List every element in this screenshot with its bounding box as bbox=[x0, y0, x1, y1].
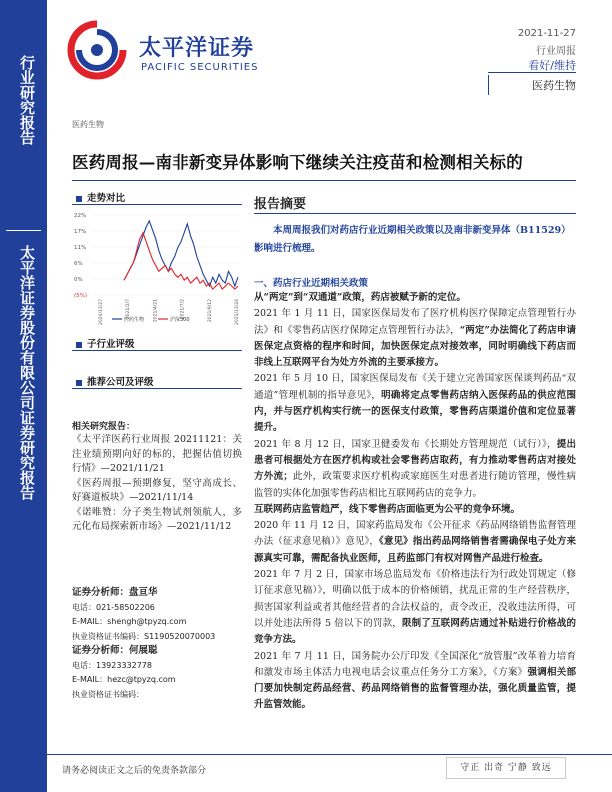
header-vertical-divider bbox=[488, 75, 489, 95]
x-tick-label: 2021/2/7 bbox=[126, 299, 132, 320]
company-divider bbox=[72, 388, 242, 389]
body-paragraph bbox=[254, 290, 576, 306]
analyst-label: 证券分析师： bbox=[72, 645, 130, 656]
industry-rating-header bbox=[76, 336, 135, 350]
square-bullet-icon bbox=[76, 380, 82, 386]
analyst-phone: 电话：13923332778 bbox=[72, 660, 152, 670]
paragraph-emphasis: 从“两定”到“双通道”政策，药店被赋予新的定位。 bbox=[254, 292, 466, 303]
x-tick-label: 2021/9/12 bbox=[207, 299, 213, 323]
chart-grid bbox=[94, 215, 240, 295]
body-paragraph bbox=[254, 306, 576, 371]
analyst-name: 何展聪 bbox=[129, 645, 158, 656]
logo-chinese-name: 太平洋证券 bbox=[139, 36, 255, 61]
x-axis-ticks bbox=[98, 299, 240, 325]
breadcrumb: 医药生物 bbox=[72, 120, 104, 129]
paragraph-emphasis: “两定”办法简化了药店申请医保定点资格的程序和时间，加快医保定点对接效率，同时明确线下药店而非线上互联网平台为处方外流的主要承接方。 bbox=[254, 324, 576, 369]
sidebar-top-text: 行业研究报告 bbox=[18, 55, 36, 145]
report-date: 2021-11-27 bbox=[517, 28, 576, 39]
trend-section-header bbox=[76, 190, 125, 204]
section-1-heading: 一、药店行业近期相关政策 bbox=[254, 278, 369, 289]
y-tick-label: 22% bbox=[74, 213, 87, 219]
analyst-1-heading bbox=[72, 586, 242, 601]
body-paragraph bbox=[254, 371, 576, 436]
paragraph-text: 2021 年 7 月 11 日，国务院办公厅印发《全国深化“放管服”改革着力培育和激发市场主体活力电视电话会议重点任务分工方案》，《方案》 bbox=[254, 650, 576, 678]
analyst-email[interactable]: E-MAIL：hezc@tpyzq.com bbox=[72, 675, 176, 684]
x-tick-label: 2021/11/24 bbox=[235, 299, 240, 325]
chart-legend bbox=[112, 316, 190, 323]
paragraph-text: 2020 年 11 月 12 日，国家药监局发布《公开征求《药品网络销售监督管理办法（征求意见稿）》意见》， bbox=[254, 520, 576, 548]
body-paragraph bbox=[254, 502, 576, 518]
industry-divider bbox=[72, 350, 242, 351]
x-tick-label: 2020/11/27 bbox=[99, 299, 104, 325]
y-tick-label: 17% bbox=[74, 229, 87, 235]
trend-title: 走势对比 bbox=[87, 193, 126, 204]
square-bullet-icon bbox=[76, 342, 82, 348]
analyst-license: 执业资格证书编码： bbox=[72, 689, 144, 699]
company-rating-title: 推荐公司及评级 bbox=[87, 377, 154, 388]
related-reports-list bbox=[72, 433, 242, 535]
y-tick-label: 0% bbox=[74, 277, 83, 283]
sector-label: 医药生物 bbox=[532, 79, 576, 92]
related-report-item[interactable]: 《诺唯赞：分子类生物试剂领航人，多元化布局探索新市场》—2021/11/12 bbox=[72, 506, 242, 532]
footer-divider bbox=[47, 754, 612, 755]
related-report-item[interactable]: 《太平洋医药行业周报 20211121：关注业绩预期向好的标的，把握估值切换行情》—2021/11/21 bbox=[72, 434, 242, 474]
sidebar-bottom-text: 太平洋证券股份有限公司证券研究报告 bbox=[18, 245, 36, 500]
analyst-2-heading bbox=[72, 644, 242, 659]
related-reports-header: 相关研究报告： bbox=[72, 422, 136, 432]
analyst-label: 证券分析师： bbox=[72, 587, 130, 598]
body-paragraph bbox=[254, 437, 576, 502]
paragraph-text: 2021 年 8 月 12 日，国家卫健委发布《长期处方管理规范（试行）》， bbox=[254, 438, 557, 450]
paragraph-emphasis: 限制了互联网药店通过补贴进行价格战的竞争方法。 bbox=[254, 617, 576, 646]
industry-rating: 看好/维持 bbox=[528, 59, 576, 72]
footer-slogan: 守正 出奇 宁静 致远 bbox=[446, 757, 566, 779]
footer-disclaimer: 请务必阅读正文之后的免责条款部分 bbox=[62, 766, 207, 776]
logo-english-name: PACIFIC SECURITIES bbox=[141, 62, 259, 73]
paragraph-text: 2021 年 7 月 2 日，国家市场总监局发布《价格违法行为行政处罚规定（修订征求意见稿）》，明确以低于成本的价格倾销，扰乱正常的生产经营秩序，损害国家利益或者其他经营者的合法权益的，责令改正，没收违法所得，可以并处违法所得 5 倍以下的罚款， bbox=[254, 569, 576, 629]
series-line bbox=[124, 221, 238, 286]
legend-label: 沪深300 bbox=[170, 317, 190, 323]
abstract-divider bbox=[254, 213, 576, 214]
company-logo bbox=[65, 20, 265, 80]
paragraph-emphasis: 《意见》指出药品网络销售者需确保电子处方来源真实可靠，需配备执业医师，且药监部门有权对网售产品进行检查。 bbox=[254, 536, 576, 564]
y-tick-label: (5%) bbox=[74, 293, 88, 299]
trend-divider bbox=[72, 204, 242, 205]
x-tick-label: 2021/4/21 bbox=[153, 299, 159, 323]
y-tick-label: 6% bbox=[74, 261, 83, 267]
sidebar-divider bbox=[6, 230, 41, 231]
paragraph-text: 2021 年 5 月 10 日，国家医保局发布《关于建立完善国家医保谈判药品“双通道”管理机制的指导意见》， bbox=[254, 373, 576, 401]
legend-label: 医药生物 bbox=[124, 317, 145, 323]
paragraph-emphasis: 明确将定点零售药店纳入医保药品的供应范围内，并与医疗机构实行统一的医保支付政策，零售药店渠道价值和定位显著提升。 bbox=[254, 389, 576, 434]
header-divider bbox=[488, 72, 576, 73]
x-tick-label: 2021/7/2 bbox=[180, 299, 186, 320]
paragraph-text: 此外，政策要求医疗机构或家庭医生对患者进行随访管理，慢性病监管的实体化加强零售药店相比互联网药店的竞争力。 bbox=[254, 471, 576, 499]
abstract-title: 报告摘要 bbox=[254, 197, 307, 212]
analyst-email[interactable]: E-MAIL：shengh@tpyzq.com bbox=[72, 617, 187, 626]
body-paragraph bbox=[254, 567, 576, 648]
analyst-phone: 电话：021-58502206 bbox=[72, 602, 155, 612]
industry-rating-title: 子行业评级 bbox=[87, 339, 135, 350]
company-rating-header bbox=[76, 374, 154, 388]
square-bullet-icon bbox=[76, 196, 82, 202]
page-title: 医药周报—南非新变异体影响下继续关注疫苗和检测相关标的 bbox=[72, 153, 523, 172]
sidebar-band bbox=[0, 0, 47, 792]
paragraph-emphasis: 强调相关部门要加快制定药品经营、药品网络销售的监督管理办法，强化质量监管，提升监管效能。 bbox=[254, 666, 576, 711]
related-report-item[interactable]: 《医药周报—预期修复，坚守高成长、好赛道板块》—2021/11/14 bbox=[72, 477, 242, 503]
y-axis-ticks bbox=[74, 213, 87, 299]
abstract-body bbox=[254, 290, 576, 714]
analyst-contacts bbox=[72, 586, 242, 702]
body-paragraph bbox=[254, 518, 576, 567]
y-tick-label: 11% bbox=[74, 245, 87, 251]
paragraph-text: 2021 年 1 月 11 日，国家医保局发布了医疗机构医疗保障定点管理暂行办法》和《零售药店医疗保障定点管理暂行办法》， bbox=[254, 308, 576, 336]
report-type: 行业周报 bbox=[536, 46, 576, 57]
analyst-license: 执业资格证书编码：S1190520070003 bbox=[72, 631, 216, 641]
trend-chart bbox=[72, 207, 244, 327]
body-paragraph bbox=[254, 649, 576, 714]
paragraph-emphasis: 提出患者可根据处方在医疗机构或社会零售药店取药，有力推动零售药店对接处方外流； bbox=[254, 438, 576, 483]
abstract-intro: 本周周报我们对药店行业近期相关政策以及南非新变异体（B11529）影响进行梳理。 bbox=[254, 225, 571, 254]
title-divider bbox=[72, 180, 576, 181]
paragraph-emphasis: 互联网药店监管趋严，线下零售药店面临更为公平的竞争环境。 bbox=[254, 503, 521, 515]
analyst-name: 盘亘华 bbox=[129, 587, 158, 598]
logo-mark-icon bbox=[65, 20, 129, 80]
